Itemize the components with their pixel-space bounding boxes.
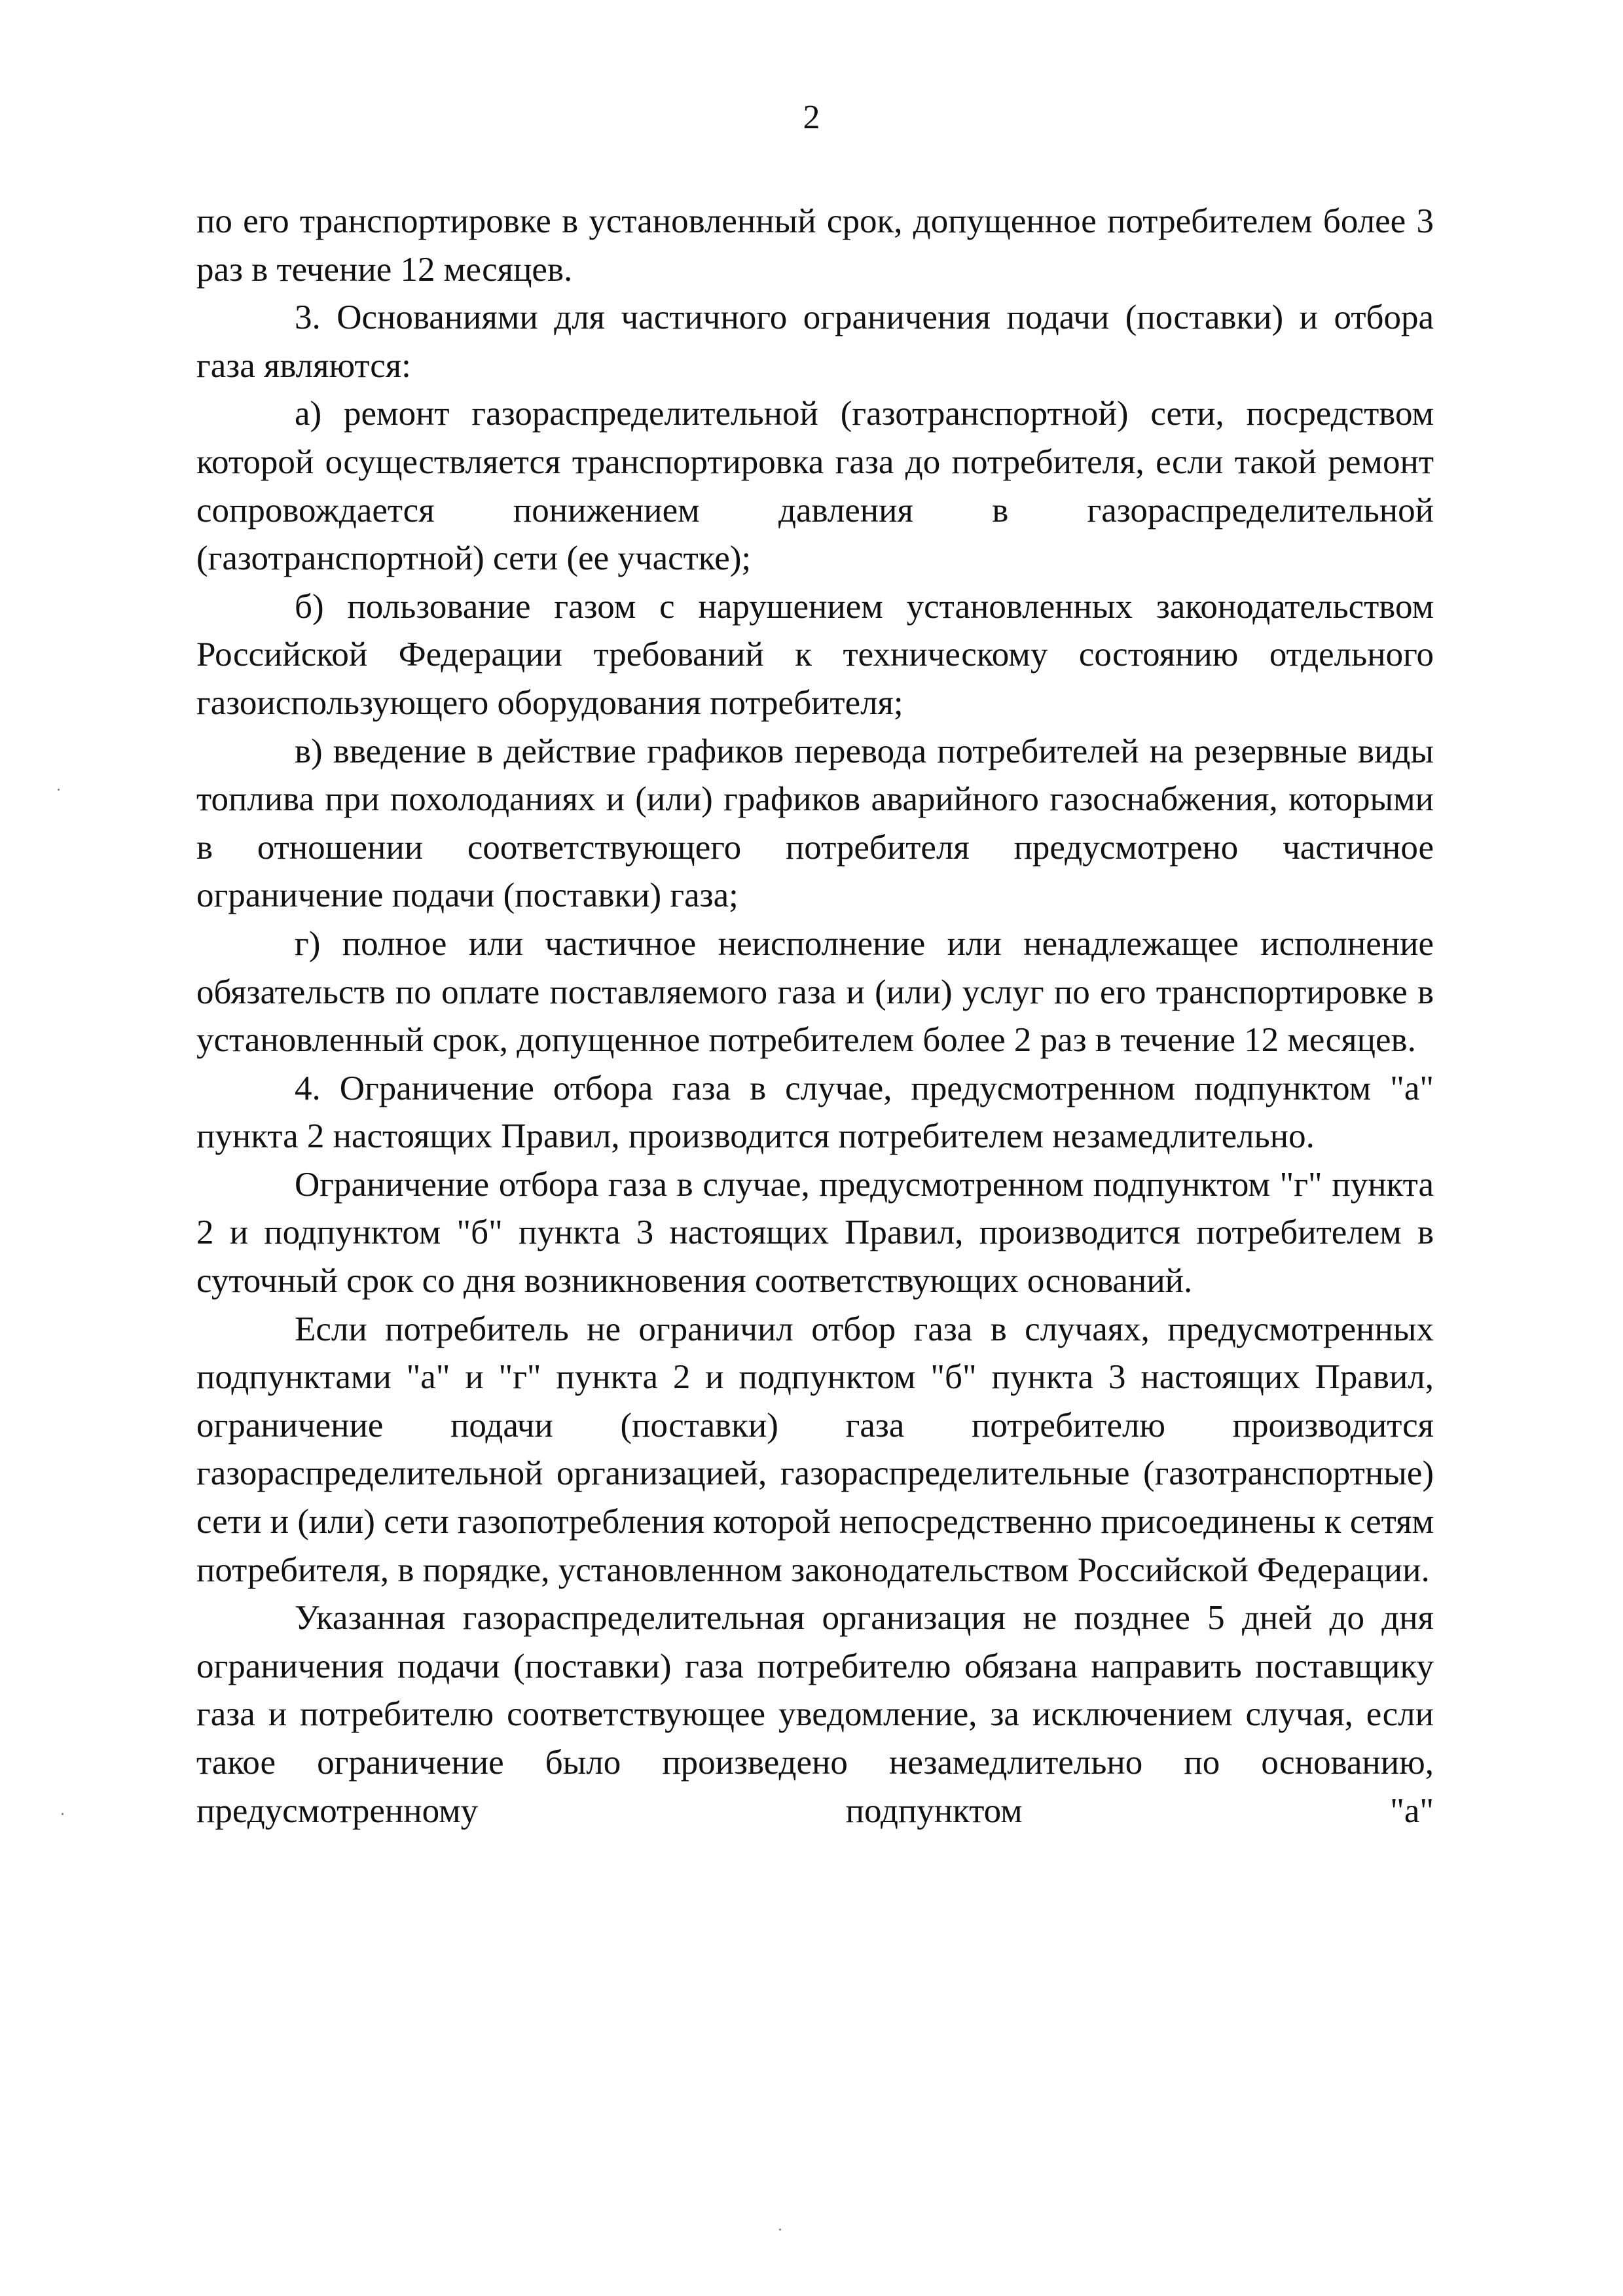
paragraph-subclause-g: г) полное или частичное неисполнение или ненадлежащее исполнение обязательств по оплате поставляемого газа и (или) услуг по его транспортировке в установленный срок, допущенное потребителем более 2 раз в течение 12 месяцев. — [196, 924, 1434, 1060]
paragraph-clause-4-fourth: Указанная газораспределительная организация не позднее 5 дней до дня ограничения подачи (поставки) газа потребителю обязана направить поставщику газа и потребителю соответствующее уведомление, за исключением случая, если такое ограничение было произведено незамедлительно по основанию, предусмотренному подпунктом "а" — [196, 1599, 1434, 1830]
paragraph-subclause-v: в) введение в действие графиков перевода потребителей на резервные виды топлива при похолоданиях и (или) графиков аварийного газоснабжения, которыми в отношении соответствующего потребителя предусмотрено частичное ограничение подачи (поставки) газа; — [196, 732, 1434, 915]
paragraph-continuation: по его транспортировке в установленный срок, допущенное потребителем более 3 раз в течение 12 месяцев. — [196, 202, 1434, 289]
paragraph-clause-4: 4. Ограничение отбора газа в случае, предусмотренном подпунктом "а" пункта 2 настоящих Правил, производится потребителем незамедлительно. — [196, 1069, 1434, 1156]
document-body — [196, 198, 1434, 1835]
paragraph-subclause-b: б) пользование газом с нарушением установленных законодательством Российской Федерации требований к техническому состоянию отдельного газоиспользующего оборудования потребителя; — [196, 587, 1434, 722]
page-number: 2 — [803, 99, 820, 136]
paragraph-subclause-a: а) ремонт газораспределительной (газотранспортной) сети, посредством которой осуществляется транспортировка газа до потребителя, если такой ремонт сопровождается понижением давления в газораспределительной (газотранспортной) сети (ее участке); — [196, 395, 1434, 578]
paragraph-clause-3: 3. Основаниями для частичного ограничения подачи (поставки) и отбора газа являются: — [196, 298, 1434, 385]
scan-speck — [62, 1813, 64, 1815]
paragraph-clause-4-third: Если потребитель не ограничил отбор газа в случаях, предусмотренных подпунктами "а" и "г" пункта 2 и подпунктом "б" пункта 3 настоящих Правил, ограничение подачи (поставки) газа потребителю производится газораспределительной организацией, газораспределительные (газотранспортные) сети и (или) сети газопотребления которой непосредственно присоединены к сетям потребителя, в порядке, установленном законодательством Российской Федерации. — [196, 1310, 1434, 1589]
paragraph-clause-4-second: Ограничение отбора газа в случае, предусмотренном подпунктом "г" пункта 2 и подпунктом "б" пункта 3 настоящих Правил, производится потребителем в суточный срок со дня возникновения соответствующих оснований. — [196, 1165, 1434, 1300]
scan-speck — [58, 789, 60, 791]
scan-speck — [779, 2229, 781, 2231]
